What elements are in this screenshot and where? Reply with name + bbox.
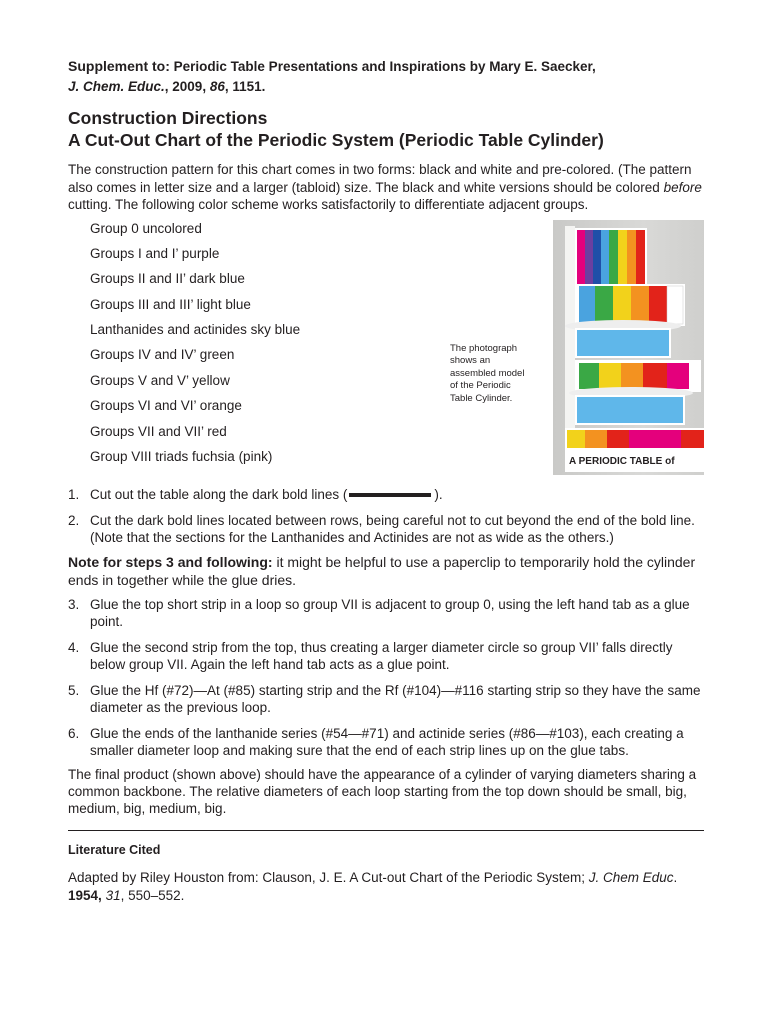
literature-title: Literature Cited	[68, 842, 161, 857]
step-item	[68, 725, 704, 759]
section-divider	[68, 830, 704, 831]
citation-journal: J. Chem Educ	[588, 869, 674, 885]
supplement-volume: 86	[209, 79, 225, 94]
color-scheme-item: Groups VI and VI’ orange	[90, 398, 242, 414]
supplement-lead: Supplement to:	[68, 58, 170, 74]
steps-list-a	[68, 486, 704, 546]
intro-part-2: cutting. The following color scheme works satisfactorily to differentiate adjacent groups.	[68, 197, 589, 212]
cylinder-band-6	[565, 428, 704, 472]
heading-block	[68, 107, 704, 151]
step-item	[68, 639, 704, 673]
step-number: 6.	[68, 725, 80, 741]
intro-paragraph	[68, 161, 704, 214]
color-scheme-item: Groups III and III’ light blue	[90, 296, 251, 312]
step-text: Cut out the table along the dark bold lines (	[90, 486, 348, 502]
step-text-end: ).	[434, 486, 443, 502]
cylinder-band-2	[575, 284, 685, 326]
step-item	[68, 486, 704, 503]
intro-emphasis: before	[663, 179, 702, 195]
step-text: Glue the Hf (#72)—At (#85) starting strip and the Rf (#104)—#116 starting strip so they have the same diameter as the previous loop.	[90, 682, 701, 715]
supplement-title: Periodic Table Presentations and Inspirations by Mary E. Saecker,	[173, 59, 596, 74]
literature-citation	[68, 869, 704, 905]
color-scheme-item: Groups VII and VII’ red	[90, 423, 227, 439]
step-item	[68, 596, 704, 630]
supplement-journal: J. Chem. Educ.	[68, 79, 165, 94]
color-scheme-item: Group 0 uncolored	[90, 220, 202, 236]
supplement-pages: , 1151.	[224, 79, 266, 94]
step-number: 3.	[68, 596, 80, 612]
color-scheme-item: Groups II and II’ dark blue	[90, 271, 245, 287]
step-text: Glue the ends of the lanthanide series (#54—#71) and actinide series (#86—#103), each creating a smaller diameter loop and making sure that the end of each strip lines up on the glue tabs.	[90, 725, 684, 758]
note-paragraph	[68, 553, 704, 589]
cylinder-band-5	[569, 387, 693, 425]
final-paragraph: The final product (shown above) should have the appearance of a cylinder of varying diameters sharing a common backbone. The relative diameters of each loop starting from the top down should be small, big, medium, big, medium, big.	[68, 766, 697, 816]
photo-caption: The photograph shows an assembled model of the Periodic Table Cylinder.	[450, 342, 525, 404]
step-number: 2.	[68, 512, 80, 528]
bold-line-sample	[349, 493, 431, 497]
heading-line-2: A Cut-Out Chart of the Periodic System (Periodic Table Cylinder)	[68, 130, 604, 150]
step-text: Cut the dark bold lines located between rows, being careful not to cut beyond the end of the bold line. (Note that the sections for the Lanthanides and Actinides are not as wide as the others.)	[90, 512, 695, 545]
supplement-year: , 2009,	[164, 79, 210, 94]
cylinder-band-3	[565, 320, 681, 358]
step-text: Glue the top short strip in a loop so group VII is adjacent to group 0, using the left hand tab as a glue point.	[90, 596, 690, 629]
step-item	[68, 682, 704, 716]
citation-volume: 31	[105, 887, 121, 903]
color-scheme-item: Lanthanides and actinides sky blue	[90, 322, 301, 338]
cylinder-photo	[553, 220, 704, 475]
document-page	[68, 56, 704, 905]
color-scheme-item: Group VIII triads fuchsia (pink)	[90, 449, 273, 465]
color-scheme-item: Groups I and I’ purple	[90, 245, 220, 261]
color-scheme-section	[68, 216, 704, 478]
color-scheme-item: Groups V and V’ yellow	[90, 372, 230, 388]
cylinder-band-1	[575, 228, 647, 286]
supplement-citation	[68, 56, 704, 97]
step-text: Glue the second strip from the top, thus creating a larger diameter circle so group VII’ falls directly below group VII. Again the left hand tab acts as a glue point.	[90, 639, 673, 672]
citation-pages: , 550–552.	[120, 887, 185, 903]
step-number: 4.	[68, 639, 80, 655]
cylinder-base-label: A PERIODIC TABLE of	[569, 455, 675, 467]
note-label: Note for steps 3 and following:	[68, 553, 273, 570]
citation-year: 1954,	[68, 887, 102, 903]
step-number: 1.	[68, 486, 80, 502]
step-item	[68, 512, 704, 546]
steps-list-b	[68, 596, 704, 759]
intro-part-1: The construction pattern for this chart comes in two forms: black and white and pre-colored. (The pattern also comes in letter size and a larger (tabloid) size. The black and white versions should be colored	[68, 162, 692, 195]
color-scheme-item: Groups IV and IV’ green	[90, 347, 235, 363]
note-text: it might be helpful to use a paperclip to temporarily hold the cylinder ends in together while the glue dries.	[68, 553, 696, 588]
citation-text: Adapted by Riley Houston from: Clauson, J. E. A Cut-out Chart of the Periodic System;	[68, 869, 589, 885]
cylinder-illustration	[553, 220, 704, 475]
citation-dot: .	[673, 869, 678, 885]
step-number: 5.	[68, 682, 80, 698]
heading-line-1: Construction Directions	[68, 108, 268, 128]
